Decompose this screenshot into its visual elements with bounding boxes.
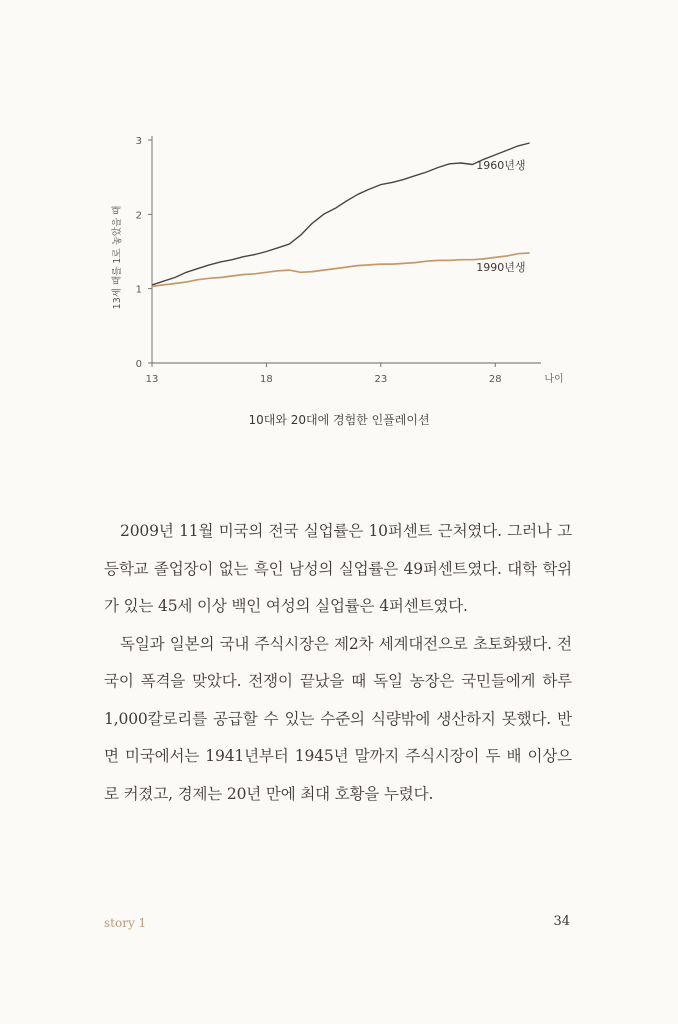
page-number: 34 [553, 914, 570, 929]
paragraph-1: 2009년 11월 미국의 전국 실업률은 10퍼센트 근처였다. 그러나 고등학교 졸업장이 없는 흑인 남성의 실업률은 49퍼센트였다. 대학 학위가 있는 45세 이상 백인 여성의 실업률은 4퍼센트였다. [104, 522, 572, 615]
y-tick-label: 3 [135, 136, 142, 147]
x-axis-label: 나이 [544, 374, 564, 385]
series-label: 1990년생 [476, 260, 526, 274]
paragraph-2: 독일과 일본의 국내 주식시장은 제2차 세계대전으로 초토화됐다. 전국이 폭격을 맞았다. 전쟁이 끝났을 때 독일 농장은 국민들에게 하루 1,000칼로리를 공급할 수 있는 수준의 식량밖에 생산하지 못했다. 반면 미국에서는 1941년부터 1945년 말까지 주식시장이 두 배 이상으로 커졌고, 경제는 20년 만에 최대 호황을 누렸다. [104, 634, 572, 803]
y-tick-label: 2 [135, 210, 142, 222]
body-text [104, 513, 572, 813]
inflation-line-chart [0, 0, 678, 440]
series-line-1990년생 [152, 253, 530, 286]
series-line-1960년생 [152, 143, 530, 285]
y-axis-label: 13세 때를 1로 놓았을 때 [112, 205, 123, 310]
chart-caption: 10대와 20대에 경험한 인플레이션 [248, 413, 430, 427]
y-tick-label: 0 [135, 359, 142, 370]
chart-series [152, 143, 530, 286]
x-tick-label: 23 [374, 374, 388, 385]
y-tick-label: 1 [135, 284, 142, 296]
x-tick-label: 13 [145, 374, 159, 385]
footer-section-label: story 1 [104, 916, 147, 930]
x-tick-label: 28 [488, 374, 502, 385]
x-tick-label: 18 [260, 374, 273, 385]
series-label: 1960년생 [476, 158, 526, 172]
chart-labels [111, 158, 564, 385]
